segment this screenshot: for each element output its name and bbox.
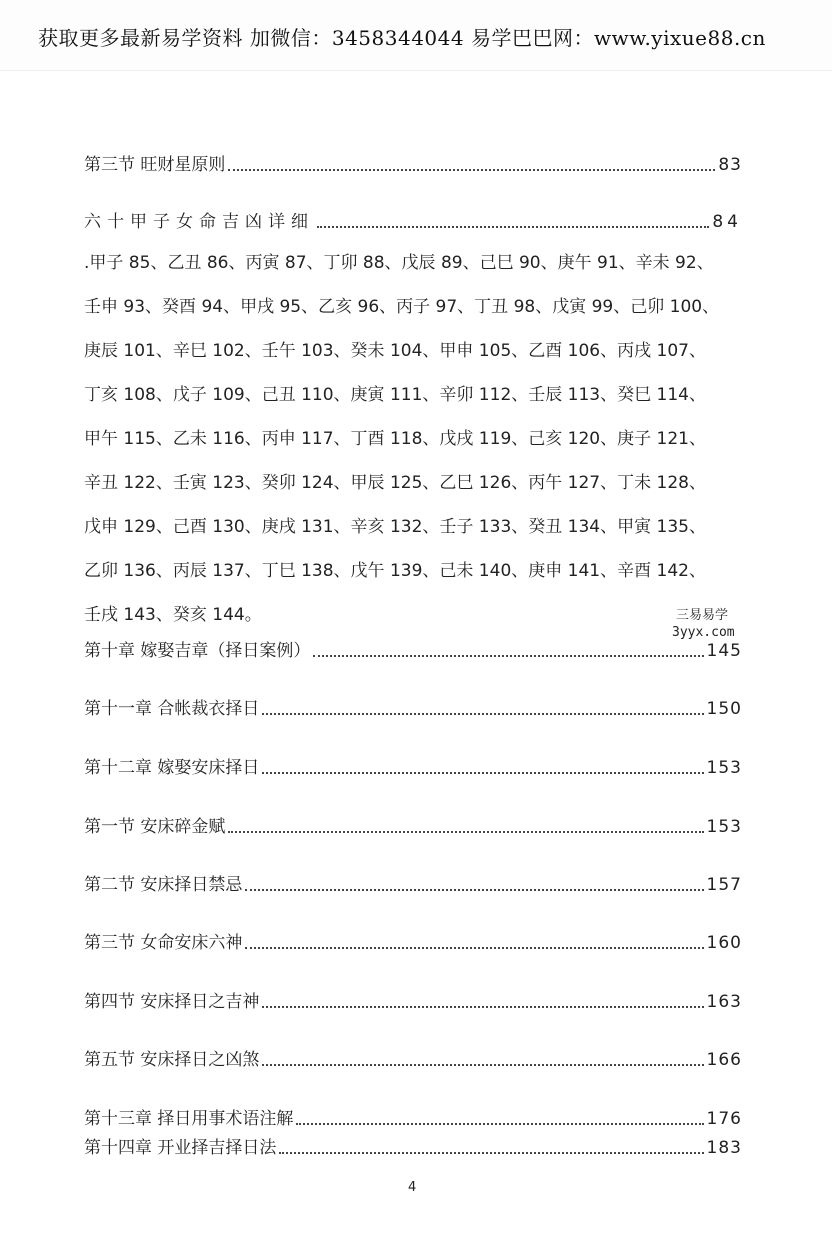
toc-entry-title: 第十三章 择日用事术语注解 <box>84 1109 294 1129</box>
dot-leader <box>262 1005 703 1008</box>
toc-entry-page: 83 <box>718 155 742 175</box>
detail-line: 壬申 93、癸酉 94、甲戌 95、乙亥 96、丙子 97、丁丑 98、戊寅 99、己卯 100、 <box>84 297 720 317</box>
toc-entry-title: 第二节 安床择日禁忌 <box>84 875 243 895</box>
dot-leader <box>228 168 715 171</box>
toc-entry[interactable] <box>84 928 742 958</box>
detail-line: .甲子 85、乙丑 86、丙寅 87、丁卯 88、戊辰 89、己巳 90、庚午 91、辛未 92、 <box>84 253 714 273</box>
dot-leader <box>262 771 703 774</box>
toc-entry[interactable] <box>84 812 742 842</box>
toc-entry[interactable] <box>84 987 742 1017</box>
toc-entry[interactable] <box>84 1045 742 1075</box>
dot-leader <box>313 654 703 657</box>
toc-entry[interactable] <box>84 636 742 666</box>
toc-entry-page: 157 <box>706 875 742 895</box>
watermark-line2: 3yyx.com <box>672 625 735 640</box>
detail-line: 庚辰 101、辛巳 102、壬午 103、癸未 104、甲申 105、乙酉 106、丙戌 107、 <box>84 341 706 361</box>
toc-entry-page: 153 <box>706 758 742 778</box>
header-banner-text: 获取更多最新易学资料 加微信：3458344044 易学巴巴网：www.yixue88.cn <box>38 26 766 50</box>
header-banner-bar <box>0 0 832 71</box>
dot-leader <box>317 225 709 228</box>
toc-entry-title: 第十四章 开业择吉择日法 <box>84 1138 277 1158</box>
toc-entry-title: 第十章 嫁娶吉章（择日案例） <box>84 641 311 661</box>
toc-entry[interactable] <box>84 694 742 724</box>
dot-leader <box>245 888 703 891</box>
watermark-line1: 三易易学 <box>676 608 729 623</box>
toc-entry-page: 84 <box>712 212 742 232</box>
toc-entry[interactable] <box>84 870 742 900</box>
toc-entry-page: 153 <box>706 817 742 837</box>
dot-leader <box>279 1151 703 1154</box>
toc-entry[interactable] <box>84 1104 742 1134</box>
dot-leader <box>228 830 703 833</box>
dot-leader <box>262 1063 703 1066</box>
toc-entry-title: 第四节 安床择日之吉神 <box>84 992 260 1012</box>
toc-entry-title: 第十一章 合帐裁衣择日 <box>84 699 260 719</box>
toc-entry-page: 145 <box>706 641 742 661</box>
dot-leader <box>262 712 703 715</box>
toc-entry-title: 第五节 安床择日之凶煞 <box>84 1050 260 1070</box>
toc-entry-page: 150 <box>706 699 742 719</box>
toc-entry-page: 183 <box>706 1138 742 1158</box>
toc-entry-title: 第一节 安床碎金赋 <box>84 817 226 837</box>
toc-entry-title: 第十二章 嫁娶安床择日 <box>84 758 260 778</box>
dot-leader <box>296 1122 703 1125</box>
dot-leader <box>245 946 703 949</box>
detail-line: 壬戌 143、癸亥 144。 <box>84 605 262 625</box>
toc-entry-page: 163 <box>706 992 742 1012</box>
detail-line: 甲午 115、乙未 116、丙申 117、丁酉 118、戊戌 119、己亥 120、庚子 121、 <box>84 429 706 449</box>
toc-entry-title: 第三节 旺财星原则 <box>84 155 226 175</box>
toc-entry[interactable] <box>84 753 742 783</box>
detail-line: 乙卯 136、丙辰 137、丁巳 138、戊午 139、己未 140、庚申 141、辛酉 142、 <box>84 561 706 581</box>
detail-line: 辛丑 122、壬寅 123、癸卯 124、甲辰 125、乙巳 126、丙午 127、丁未 128、 <box>84 473 706 493</box>
toc-entry[interactable] <box>84 1133 742 1163</box>
toc-entry-page: 160 <box>706 933 742 953</box>
toc-entry-page: 176 <box>706 1109 742 1129</box>
toc-entry-title: 六十甲子女命吉凶详细 <box>84 212 314 232</box>
detail-line: 戊申 129、己酉 130、庚戌 131、辛亥 132、壬子 133、癸丑 134、甲寅 135、 <box>84 517 706 537</box>
detail-line: 丁亥 108、戊子 109、己丑 110、庚寅 111、辛卯 112、壬辰 113、癸巳 114、 <box>84 385 706 405</box>
toc-entry-page: 166 <box>706 1050 742 1070</box>
page-number: 4 <box>408 1180 417 1195</box>
toc-entry[interactable] <box>84 150 742 180</box>
toc-entry[interactable] <box>84 207 742 237</box>
toc-entry-title: 第三节 女命安床六神 <box>84 933 243 953</box>
